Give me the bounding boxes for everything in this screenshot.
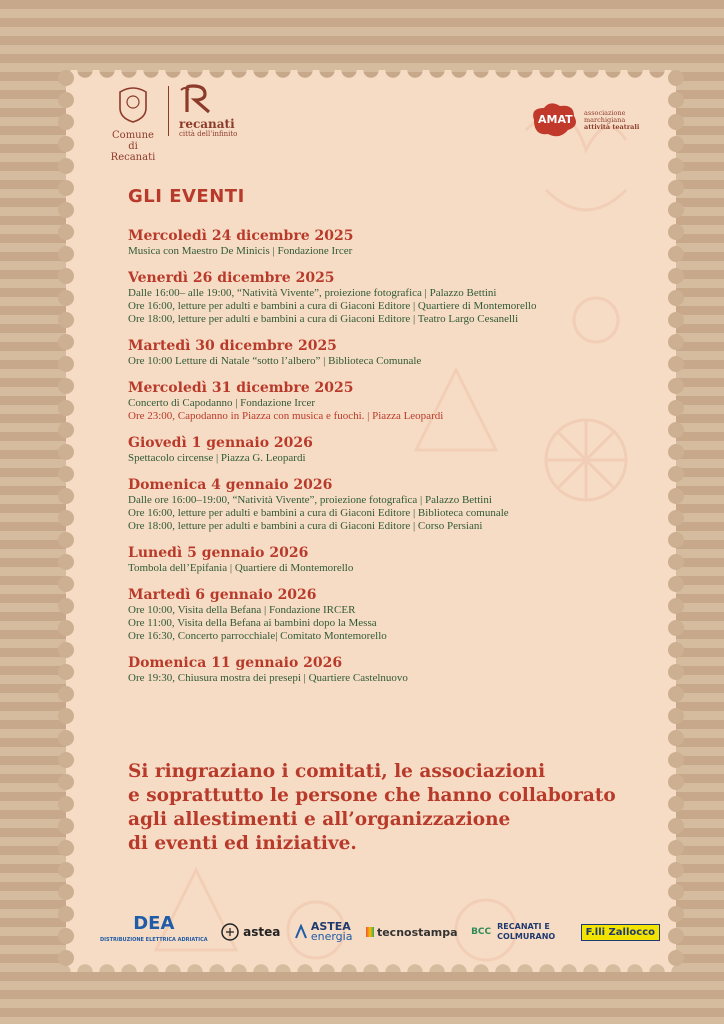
event-date: Giovedì 1 gennaio 2026 bbox=[128, 435, 313, 451]
event-item bbox=[128, 228, 668, 258]
crest-icon bbox=[116, 84, 150, 124]
event-item bbox=[128, 545, 668, 575]
event-detail: Dalle ore 16:00–19:00, “Natività Vivente”, proiezione fotografica | Palazzo Bettini bbox=[128, 494, 492, 506]
event-item bbox=[128, 380, 668, 423]
amat-text: associazione marchigiana attività teatrali bbox=[584, 108, 640, 131]
amat-logo bbox=[528, 100, 639, 140]
zallocco-logo: F.lli Zallocco bbox=[581, 924, 660, 941]
event-date: Domenica 4 gennaio 2026 bbox=[128, 477, 333, 493]
event-detail: Ore 18:00, letture per adulti e bambini a cura di Giaconi Editore | Corso Persiani bbox=[128, 520, 483, 532]
astea-icon bbox=[221, 923, 239, 941]
thanks-line: di eventi ed iniziative. bbox=[128, 833, 357, 854]
amat-name: AMAT bbox=[538, 113, 573, 126]
amat-splash-icon bbox=[528, 100, 580, 140]
event-detail: Ore 16:00, letture per adulti e bambini a cura di Giaconi Editore | Quartiere di Montemorello bbox=[128, 300, 537, 312]
events-heading: GLI EVENTI bbox=[128, 186, 245, 207]
event-date: Mercoledì 24 dicembre 2025 bbox=[128, 228, 354, 244]
event-item bbox=[128, 435, 668, 465]
event-detail: Spettacolo circense | Piazza G. Leopardi bbox=[128, 452, 306, 464]
events-list bbox=[128, 228, 668, 685]
event-detail: Ore 16:00, letture per adulti e bambini a cura di Giaconi Editore | Biblioteca comunale bbox=[128, 507, 509, 519]
event-detail: Ore 19:30, Chiusura mostra dei presepi | Quartiere Castelnuovo bbox=[128, 672, 408, 684]
event-detail: Musica con Maestro De Minicis | Fondazione Ircer bbox=[128, 245, 353, 257]
bcc-logo: BCC RECANATI E COLMURANO bbox=[471, 922, 556, 941]
thanks-message bbox=[128, 760, 668, 856]
event-detail: Ore 18:00, letture per adulti e bambini a cura di Giaconi Editore | Teatro Largo Cesanelli bbox=[128, 313, 519, 325]
event-date: Venerdì 26 dicembre 2025 bbox=[128, 270, 335, 286]
event-detail: Tombola dell’Epifania | Quartiere di Montemorello bbox=[128, 562, 354, 574]
recanati-subtitle: città dell'infinito bbox=[179, 130, 238, 138]
event-item bbox=[128, 338, 668, 368]
dea-logo: DEA DISTRIBUZIONE ELETTRICA ADRIATICA bbox=[100, 913, 208, 943]
event-date: Lunedì 5 gennaio 2026 bbox=[128, 545, 309, 561]
wave-icon bbox=[294, 924, 308, 940]
sponsor-bar bbox=[100, 914, 660, 950]
event-detail: Ore 10:00 Letture di Natale “sotto l’albero” | Biblioteca Comunale bbox=[128, 355, 422, 367]
events-section bbox=[128, 186, 668, 697]
event-detail: Ore 10:00, Visita della Befana | Fondazione IRCER bbox=[128, 604, 356, 616]
event-date: Domenica 11 gennaio 2026 bbox=[128, 655, 343, 671]
event-item bbox=[128, 477, 668, 533]
comune-label: Comune di Recanati bbox=[110, 130, 156, 163]
municipality-logo bbox=[108, 84, 237, 163]
event-detail: Ore 11:00, Visita della Befana ai bambini dopo la Messa bbox=[128, 617, 377, 629]
event-item bbox=[128, 587, 668, 643]
astea-logo: astea bbox=[221, 923, 280, 941]
recanati-r-icon bbox=[179, 84, 219, 114]
event-date: Martedì 6 gennaio 2026 bbox=[128, 587, 317, 603]
thanks-line: agli allestimenti e all’organizzazione bbox=[128, 809, 511, 830]
astea-energia-logo: ASTEA energia bbox=[294, 922, 353, 942]
event-detail: Ore 23:00, Capodanno in Piazza con musica e fuochi. | Piazza Leopardi bbox=[128, 410, 444, 422]
thanks-line: e soprattutto le persone che hanno collaborato bbox=[128, 785, 616, 806]
event-item bbox=[128, 655, 668, 685]
tecnostampa-logo: tecnostampa bbox=[366, 926, 458, 939]
event-item bbox=[128, 270, 668, 326]
event-detail: Dalle 16:00– alle 19:00, “Natività Vivente”, proiezione fotografica | Palazzo Bettini bbox=[128, 287, 497, 299]
logo-divider bbox=[168, 86, 169, 136]
event-date: Martedì 30 dicembre 2025 bbox=[128, 338, 337, 354]
recanati-name: recanati bbox=[179, 117, 235, 131]
event-detail: Concerto di Capodanno | Fondazione Ircer bbox=[128, 397, 316, 409]
event-detail: Ore 16:30, Concerto parrocchiale| Comitato Montemorello bbox=[128, 630, 387, 642]
thanks-line: Si ringraziano i comitati, le associazioni bbox=[128, 761, 546, 782]
event-date: Mercoledì 31 dicembre 2025 bbox=[128, 380, 354, 396]
